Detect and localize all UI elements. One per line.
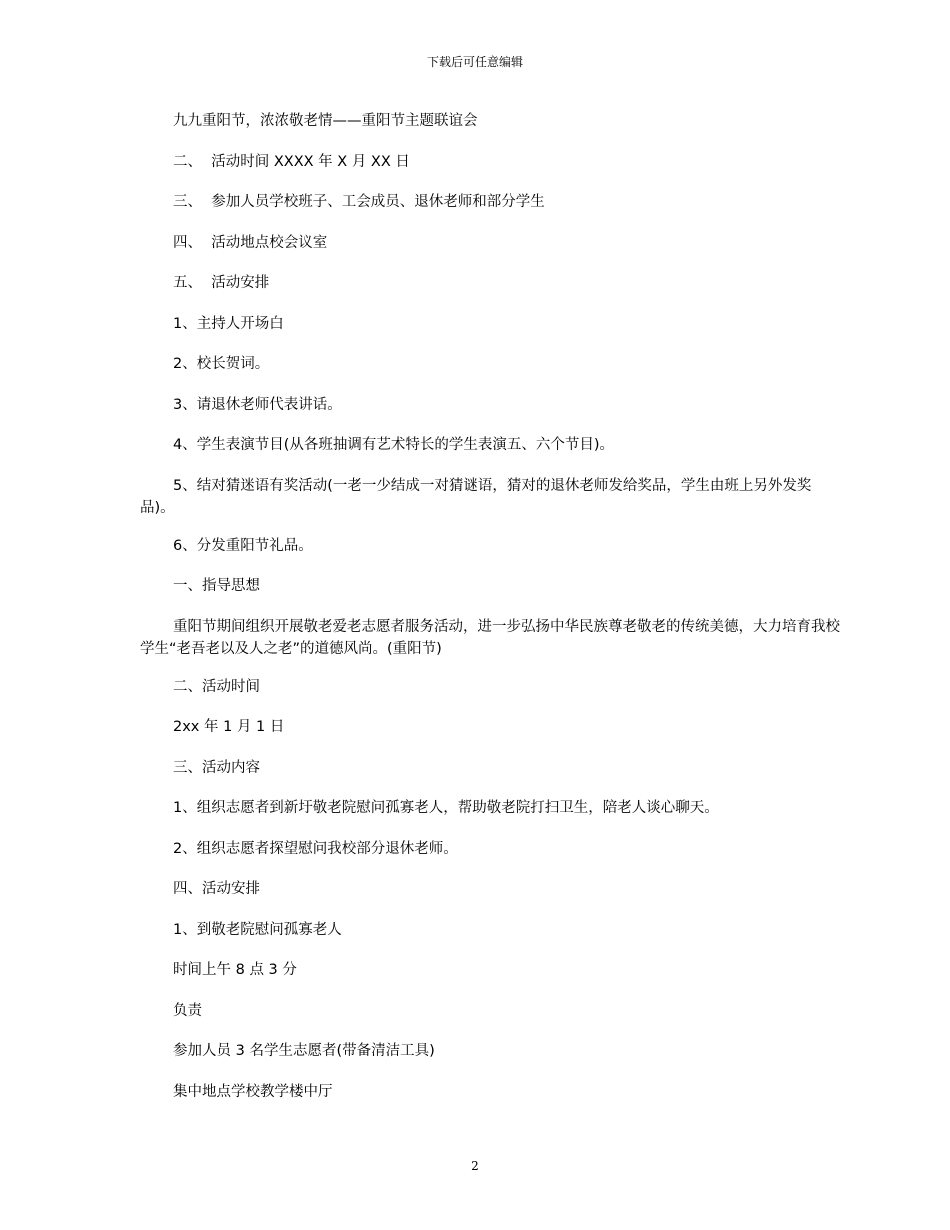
page-number: 2 — [471, 1159, 479, 1173]
paragraph-visit-elderly: 1、到敬老院慰问孤寡老人 — [173, 921, 342, 938]
paragraph-item-6: 6、分发重阳节礼品。 — [173, 537, 313, 554]
paragraph-participants: 三、 参加人员学校班子、工会成员、退休老师和部分学生 — [173, 194, 545, 210]
document-body — [140, 110, 840, 1121]
paragraph-item-3: 3、请退休老师代表讲话。 — [173, 396, 342, 413]
page-header: 下载后可任意编辑 — [426, 55, 523, 69]
paragraph-arrangement-2: 四、活动安排 — [173, 881, 260, 897]
paragraph-activity-time: 二、 活动时间 XXXX 年 X 月 XX 日 — [173, 153, 410, 170]
paragraph-title: 九九重阳节，浓浓敬老情——重阳节主题联谊会 — [173, 113, 478, 129]
paragraph-gathering-place: 集中地点学校教学楼中厅 — [173, 1083, 333, 1100]
paragraph-item-2: 2、校长贺词。 — [173, 356, 270, 372]
paragraph-guiding-thought: 一、指导思想 — [173, 578, 260, 594]
paragraph-activity-time-2: 二、活动时间 — [173, 678, 260, 695]
paragraph-participants-2: 参加人员 3 名学生志愿者(带备清洁工具) — [173, 1043, 435, 1059]
paragraph-item-1: 1、主持人开场白 — [173, 315, 284, 332]
paragraph-time: 时间上午 8 点 3 分 — [173, 962, 297, 978]
paragraph-responsible: 负责 — [173, 1002, 202, 1019]
paragraph-content-1: 1、组织志愿者到新圩敬老院慰问孤寡老人，帮助敬老院打扫卫生，陪老人谈心聊天。 — [173, 800, 719, 816]
paragraph-item-4: 4、学生表演节目(从各班抽调有艺术特长的学生表演五、六个节目)。 — [173, 437, 615, 453]
paragraph-date: 2xx 年 1 月 1 日 — [173, 719, 285, 735]
paragraph-guiding-text: 重阳节期间组织开展敬老爱老志愿者服务活动，进一步弘扬中华民族尊老敬老的传统美德，大力培育我校学生“老吾老以及人之老”的道德风尚。(重阳节) — [140, 618, 840, 657]
paragraph-item-5: 5、结对猜迷语有奖活动(一老一少结成一对猜谜语，猜对的退休老师发给奖品，学生由班上另外发奖品)。 — [140, 477, 812, 516]
paragraph-activity-content: 三、活动内容 — [173, 759, 260, 776]
paragraph-content-2: 2、组织志愿者探望慰问我校部分退休老师。 — [173, 840, 458, 857]
paragraph-arrangement: 五、 活动安排 — [173, 275, 270, 291]
paragraph-location: 四、 活动地点校会议室 — [173, 234, 328, 251]
